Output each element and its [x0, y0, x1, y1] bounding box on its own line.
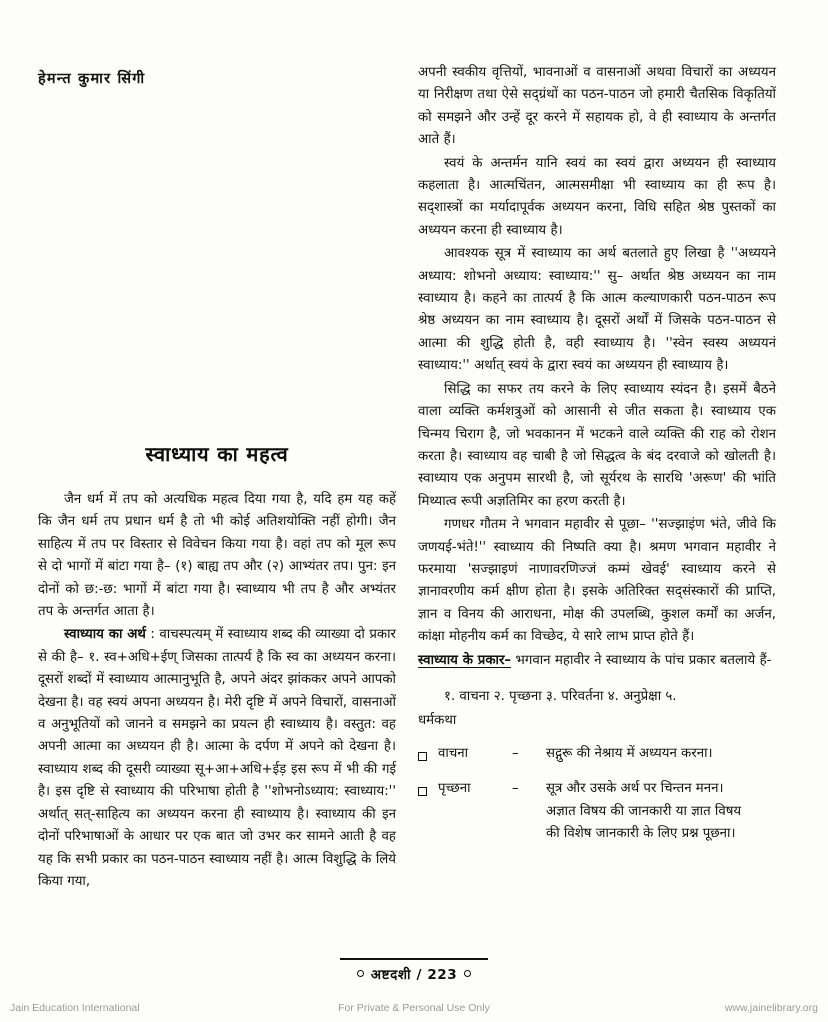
scan-footer-bar [0, 993, 828, 1022]
types-lead-label: स्वाध्याय के प्रकार– [418, 652, 512, 668]
definition-list [418, 743, 776, 846]
scan-footer-right[interactable]: www.jainelibrary.org [724, 1001, 818, 1014]
definition-line: अज्ञात विषय की जानकारी या ज्ञात विषय [546, 803, 742, 819]
definition-line: की विशेष जानकारी के लिए प्रश्न पूछना। [546, 826, 736, 841]
types-enumeration-line: १. वाचना २. पृच्छना ३. परिवर्तना ४. अनुप्रेक्षा ५. [444, 688, 677, 704]
folio-page-number: 223 [427, 967, 458, 983]
definition-dash: – [512, 745, 519, 761]
scan-footer-center: For Private & Personal Use Only [338, 1001, 490, 1014]
square-bullet-icon [418, 778, 438, 804]
right-paragraph-2: स्वयं के अन्तर्मन यानि स्वयं का स्वयं द्वारा अध्ययन ही स्वाध्याय कहलाता है। आत्मचिंतन, आत्मसमीक्षा भी स्वाध्याय का ही रूप है। सद्शास्त्रों का मर्यादापूर्वक अध्ययन करना, विधि सहित श्रेष्ठ पुस्तकों का अध्ययन करना ही स्वाध्याय है। [418, 155, 776, 238]
folio-text [350, 965, 479, 983]
definition-row [418, 743, 776, 769]
article-title: स्वाध्याय का महत्व [145, 442, 289, 466]
types-enumeration-continuation: धर्मकथा [418, 713, 457, 729]
definition-line: सूत्र और उसके अर्थ पर चिन्तन मनन। [546, 781, 724, 797]
meaning-body-text: : वाचस्पत्यम् में स्वाध्याय शब्द की व्याख्या दो प्रकार से की है– १. स्व+अधि+ईण् जिसका तात्पर्य है कि स्व का अध्ययन करना। दूसरों शब्दों में स्वाध्याय आत्मानुभूति है, अपने अंदर झांककर अपने आपको देखना है। वह स्वयं अपना अध्ययन है। मेरी दृष्टि में अपने विचारों, वासनाओं व अनुभूतियों को जानने व समझने का प्रयत्न ही स्वाध्याय है। वस्तुत: वह अपनी आत्मा का अध्ययन ही है। आत्मा के दर्पण में अपने को देखना है। स्वाध्याय शब्द की दूसरी व्याख्या सू+आ+अधि+ईड़ इस रूप में भी की गई है। इस दृष्टि से स्वाध्याय की परिभाषा होती है ''शोभनोऽध्याय: स्वाध्याय:'' अर्थात् सत्-साहित्य का अध्ययन करना ही स्वाध्याय है। स्वाध्याय की इन दोनों परिभाषाओं के आधार पर एक बात जो उभर कर सामने आती है वह यह कि सभी प्रकार का पठन-पाठन स्वाध्याय नहीं है। आत्म विशुद्धि के लिये किया गया, [38, 627, 396, 889]
folio-rule [340, 958, 488, 960]
definition-dash: – [512, 781, 519, 797]
running-head-author: हेमन्त कुमार सिंगी [38, 71, 146, 87]
definition-row [418, 778, 776, 845]
definition-line: सद्गुरू की नेश्राय में अध्ययन करना। [546, 745, 713, 761]
right-paragraph-1: अपनी स्वकीय वृत्तियों, भावनाओं व वासनाओं अथवा विचारों का अध्ययन या निरीक्षण तथा ऐसे सद्ग्रंथों का पठन-पाठन जो हमारी चैतसिक विकृतियों को समझने और उन्हें दूर करने में सहायक हो, वे ही स्वाध्याय के अन्तर्गत आते हैं। [418, 65, 776, 148]
two-column-body [38, 62, 790, 952]
definition-body [546, 743, 776, 765]
folio-separator: / [416, 967, 422, 983]
right-paragraph-4: सिद्धि का सफर तय करने के लिए स्वाध्याय स्यंदन है। इसमें बैठने वाला व्यक्ति कर्मशत्रुओं को आसानी से जीत सकता है। स्वाध्याय एक चिन्मय चिराग है, जो भवकानन में भटकने वाले व्यक्ति की राह को रोशन करता है। स्वाध्याय वह चाबी है जो सिद्धत्व के बंद दरवाजे को खोलती है। स्वाध्याय एक अनुपम सारथी है, जो सूर्यरथ के सारथि 'अरूण' की भांति मिथ्यात्व रूपी अज्ञतिमिर का हरण करती है। [418, 381, 776, 509]
folio-book-name: अष्टदशी [370, 967, 412, 983]
right-paragraph-5: गणधर गौतम ने भगवान महावीर से पूछा– ''सज्झाइंण भंते, जीवे कि जणयई-भंते!'' स्वाध्याय की निष्पति क्या है। श्रमण भगवान महावीर ने फरमाया 'सज्झाइणं नाणावरणिज्जं कम्मं खेवई' स्वाध्याय करने से ज्ञानावरणीय कर्म क्षीण होता है। इसके अतिरिक्त सद्संस्कारों की प्राप्ति, ज्ञान व विनय की आराधना, मोक्ष की उपलब्धि, कुशल कर्मों का अर्जन, कांक्षा मोहनीय कर्म का विच्छेद, ये सारे लाभ प्राप्त होते हैं। [418, 517, 776, 645]
types-paragraph [418, 650, 776, 672]
definition-term: वाचना [438, 745, 469, 761]
types-body-text: भगवान महावीर ने स्वाध्याय के पांच प्रकार बतलाये हैं- [511, 652, 772, 668]
square-bullet-icon [418, 743, 438, 769]
left-paragraph-1: जैन धर्म में तप को अत्यधिक महत्व दिया गया है, यदि हम यह कहें कि जैन धर्म तप प्रधान धर्म है तो भी कोई अतिशयोक्ति नहीं होगी। जैन साहित्य में तप पर विस्तार से विवेचन किया गया है। वहां तप को मूल रूप से दो भागों में बांटा गया है– (१) बाह्य तप और (२) आभ्यंतर तप। पुन: इन दोनों को छ:-छ: भागों में बांटा गया है। स्वाध्याय भी तप है और अभ्यंतर तप के अन्तर्गत आता है। [38, 492, 396, 620]
left-column [38, 62, 396, 952]
left-meaning-paragraph [38, 624, 396, 893]
definition-body [546, 778, 776, 845]
page-folio [0, 958, 828, 984]
meaning-lead-label: स्वाध्याय का अर्थ [64, 627, 146, 643]
folio-dot-left-icon [357, 970, 364, 977]
folio-dot-right-icon [464, 970, 471, 977]
scan-footer-left: Jain Education International [10, 1001, 140, 1014]
right-paragraph-3: आवश्यक सूत्र में स्वाध्याय का अर्थ बतलाते हुए लिखा है ''अध्ययने अध्याय: शोभनो अध्याय: स्वाध्याय:'' सु– अर्थात श्रेष्ठ अध्ययन का नाम स्वाध्याय है। कहने का तात्पर्य है कि आत्म कल्याणकारी पठन-पाठन रूप श्रेष्ठ अध्ययन का नाम स्वाध्याय है। दूसरों अर्थों में जिसके पठन-पाठन से आत्मा की शुद्धि होती है, वही स्वाध्याय है। ''स्वेन स्वस्य अध्ययनं स्वाध्याय:'' अर्थात् स्वयं के द्वारा स्वयं का अध्ययन ही स्वाध्याय है। [418, 246, 776, 374]
definition-term: पृच्छना [438, 781, 471, 797]
right-column [418, 62, 776, 952]
